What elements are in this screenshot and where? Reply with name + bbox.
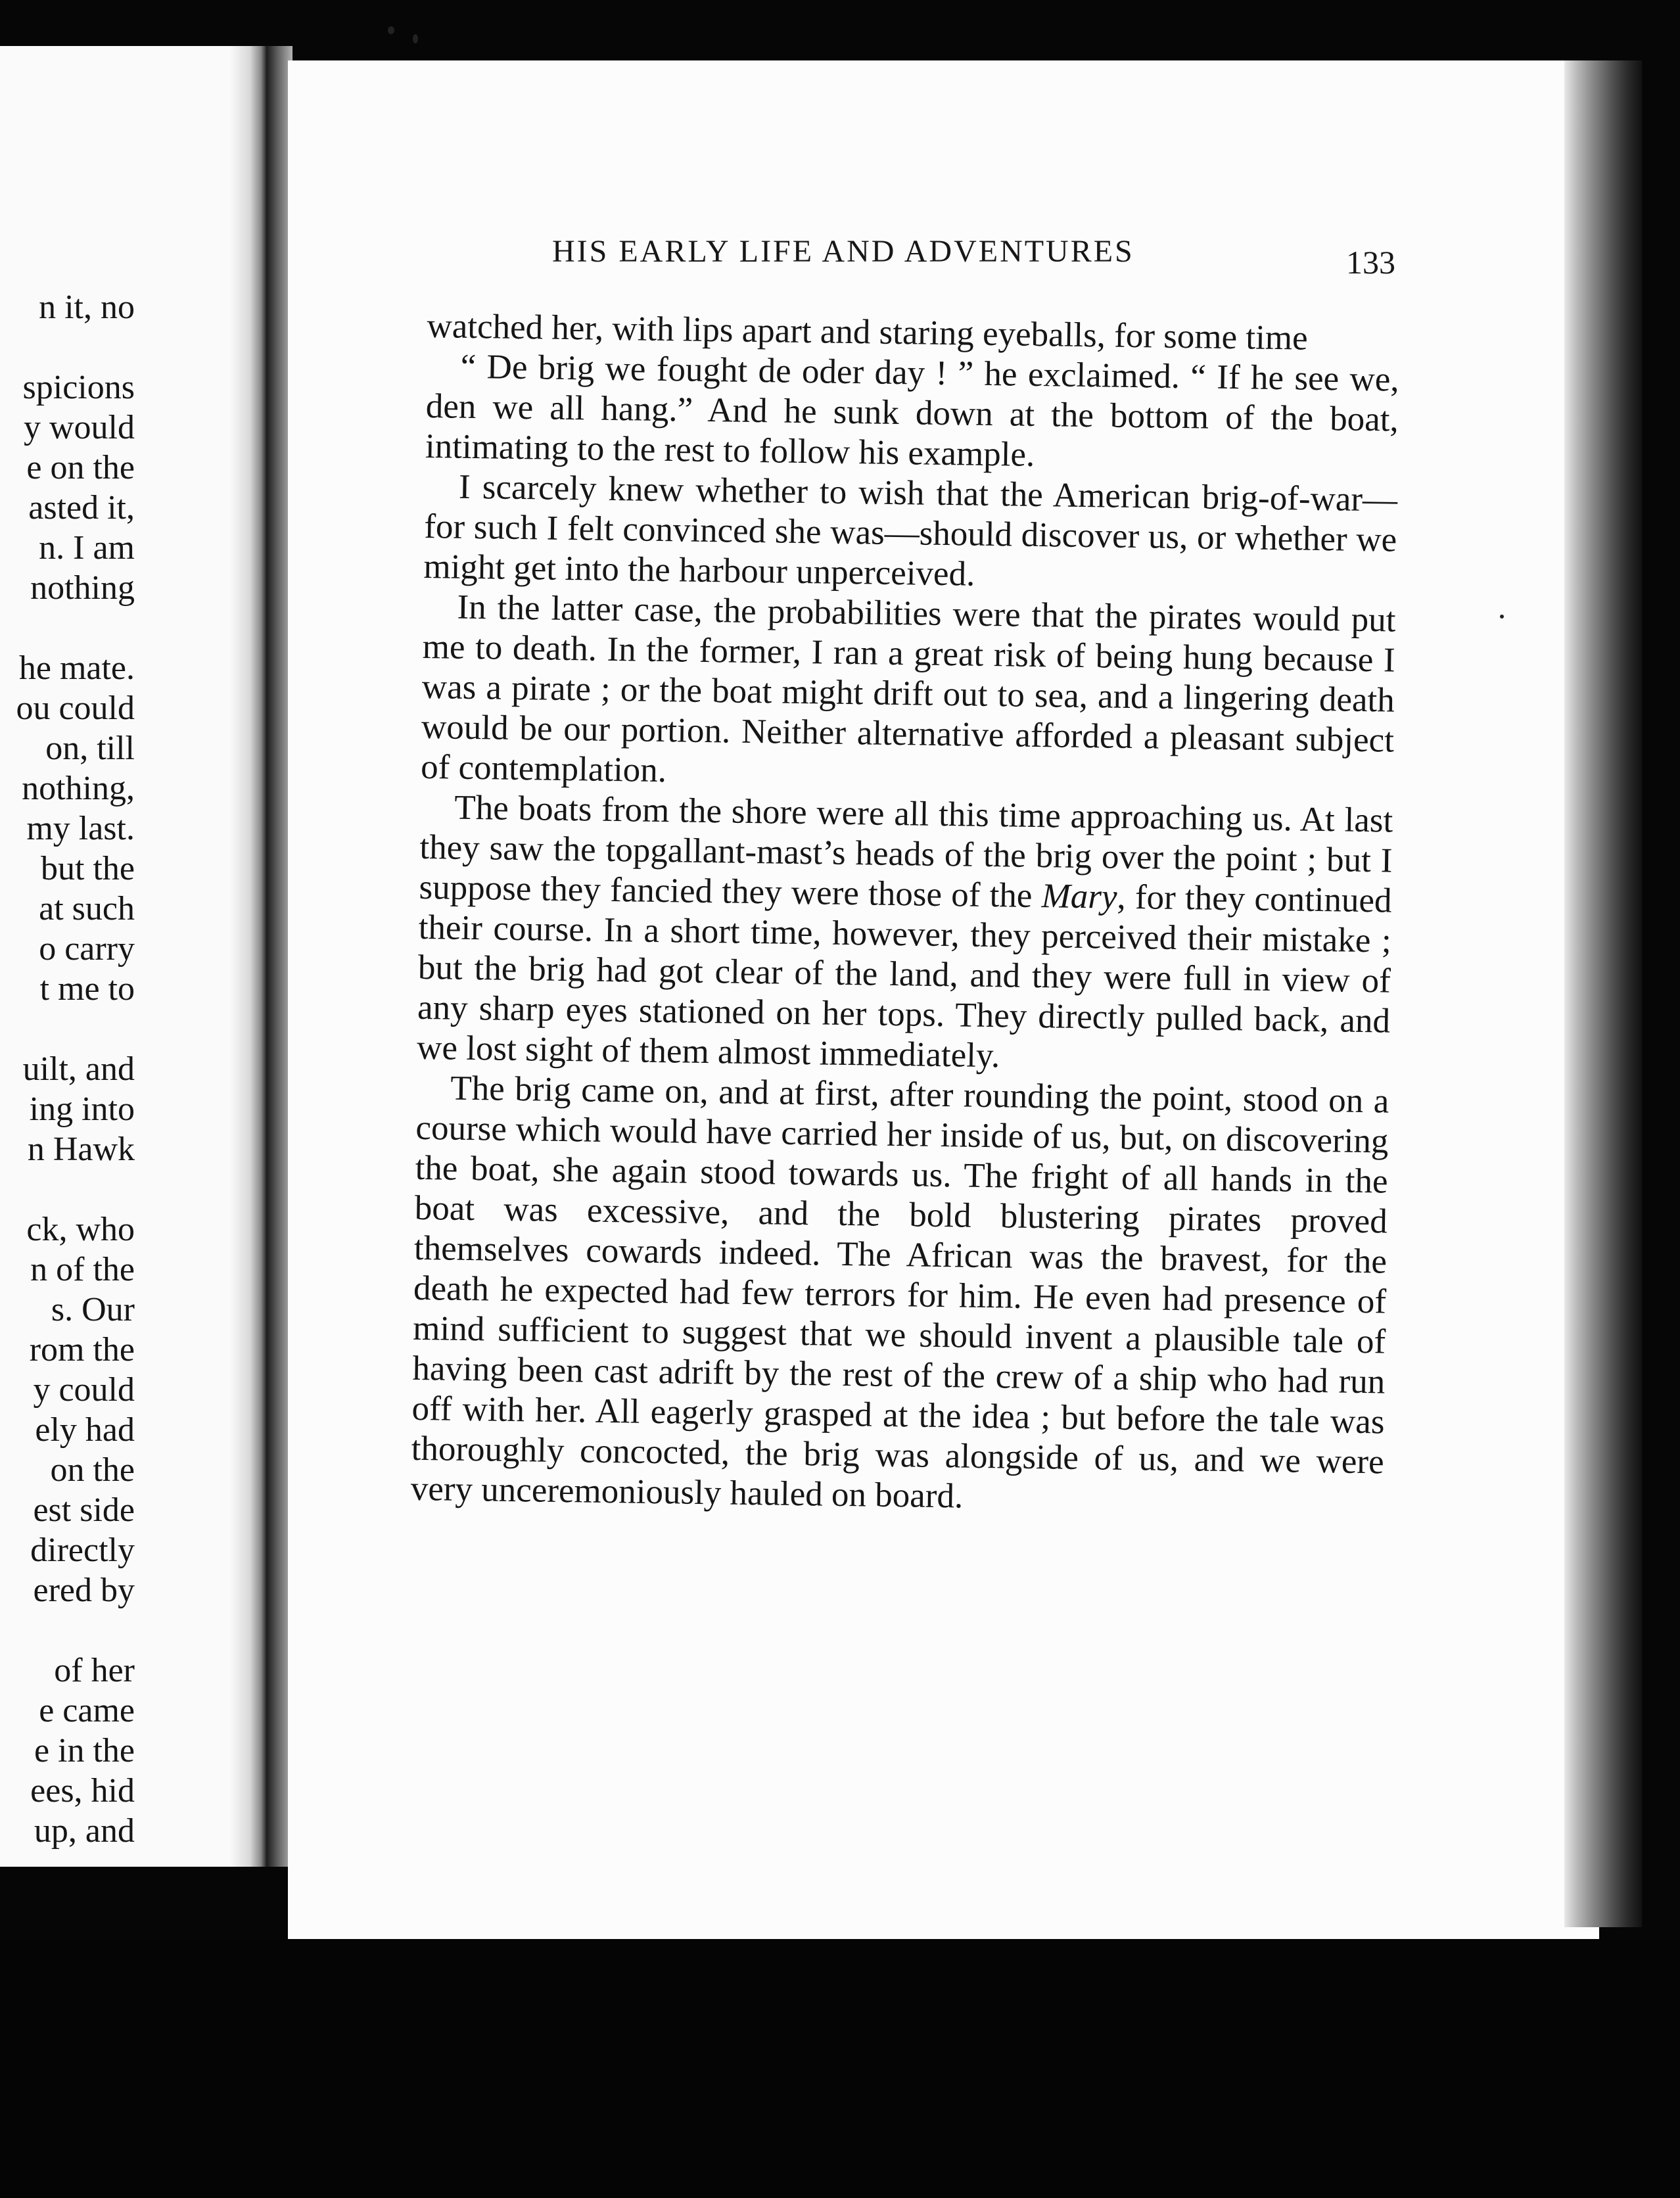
left-page xyxy=(0,46,266,1867)
left-page-line: e came xyxy=(39,1692,135,1729)
scan-background xyxy=(0,1939,1680,2198)
paragraph-text: The boats from the shore were all this time approaching us. At last they saw the topgallant-mast’s heads of the brig over the point ; but I suppose they fancied they were those of the xyxy=(419,788,1393,916)
left-page-line: on, till xyxy=(45,730,135,767)
paragraph-text: , for they continued their course. In a short time, however, they perceived their mistake ; but the brig had got clear of the land, and they were full in view of any sharp eyes stationed on her tops. They directly pulled back, and we lost sight of them almost immediately. xyxy=(416,877,1392,1075)
left-page-line: asted it, xyxy=(28,489,135,526)
left-page-line: y could xyxy=(33,1371,135,1409)
left-page-gap xyxy=(0,1169,135,1209)
left-page-line: spicions xyxy=(22,369,135,406)
left-page-line: ered by xyxy=(33,1572,135,1609)
left-page-gutter-shadow xyxy=(230,46,266,1867)
left-page-line: n of the xyxy=(30,1251,135,1288)
paragraph: I scarcely knew whether to wish that the American brig-of-war—for such I felt convinced she was—should discover us, or whether we might get into the harbour unperceived. xyxy=(423,467,1398,594)
left-page-line: ely had xyxy=(35,1411,135,1449)
page-number: 133 xyxy=(1346,244,1395,281)
left-page-line: up, and xyxy=(34,1812,135,1850)
left-page-line: n. I am xyxy=(39,529,135,567)
left-page-line: nothing, xyxy=(22,770,135,807)
left-page-line: uilt, and xyxy=(22,1050,135,1088)
paragraph: “ De brig we fought de oder day ! ” he exclaimed. “ If he see we, den we all hang.” And he sunk down at the bottom of the boat, intimating to the rest to follow his example. xyxy=(425,347,1399,474)
dust-speck xyxy=(413,34,418,43)
paragraph: In the latter case, the probabilities were that the pirates would put me to death. In the former, I ran a great risk of being hung because I was a pirate ; or the boat might drift out to sea, and a lingering death would be our portion. Neither alternative afforded a pleasant subject of contemplation. xyxy=(420,588,1396,790)
left-page-line: ck, who xyxy=(26,1211,135,1248)
ship-name: Mary xyxy=(1041,877,1117,916)
left-page-line: my last. xyxy=(26,810,135,847)
dust-speck xyxy=(1500,615,1504,619)
left-page-line: directly xyxy=(30,1532,135,1569)
left-page-line: t me to xyxy=(39,970,135,1008)
left-page-line: but the xyxy=(41,850,135,887)
left-page-line: on the xyxy=(50,1451,135,1489)
left-page-gap xyxy=(0,327,135,367)
left-page-text xyxy=(0,287,135,1851)
left-page-line: ees, hid xyxy=(30,1772,135,1810)
left-page-line: of her xyxy=(54,1652,135,1689)
left-page-line: rom the xyxy=(29,1331,135,1368)
left-page-line: est side xyxy=(33,1491,135,1529)
left-page-line: e on the xyxy=(26,449,135,486)
left-page-line: ing into xyxy=(29,1090,135,1128)
paragraph: watched her, with lips apart and staring eyeballs, for some time xyxy=(427,306,1308,358)
page-edges xyxy=(1564,60,1642,1927)
running-header: HIS EARLY LIFE AND ADVENTURES xyxy=(552,234,1134,269)
left-page-line: y would xyxy=(24,409,135,446)
paragraph: The brig came on, and at first, after rounding the point, stood on a course which would have carried her inside of us, but, on discovering the boat, she again stood towards us. The fright of all hands in the boat was excessive, and the bold blustering pirates proved themselves cowards indeed. The African was the bravest, for the death he expected had few terrors for him. He even had presence of mind sufficient to suggest that we should invent a plausible tale of having been cast adrift by the rest of the crew of a ship who had run off with her. All eagerly grasped at the idea ; but before the tale was thoroughly concocted, the brig was alongside of us, and we were very unceremoniously hauled on board. xyxy=(410,1069,1389,1516)
left-page-line: n Hawk xyxy=(27,1131,135,1168)
left-page-line: e in the xyxy=(34,1732,135,1769)
left-page-line: o carry xyxy=(39,930,135,968)
left-page-line: ou could xyxy=(16,690,135,727)
dust-speck xyxy=(388,26,394,34)
left-page-line: he mate. xyxy=(18,649,135,687)
left-page-line: n it, no xyxy=(39,289,135,326)
left-page-gap xyxy=(0,1610,135,1650)
left-page-gap xyxy=(0,1009,135,1049)
left-page-line: nothing xyxy=(30,569,135,607)
paragraph xyxy=(417,787,1393,1082)
left-page-line: at such xyxy=(39,890,135,927)
left-page-line: s. Our xyxy=(51,1291,135,1328)
left-page-gap xyxy=(0,608,135,648)
body-text xyxy=(410,306,1399,1522)
